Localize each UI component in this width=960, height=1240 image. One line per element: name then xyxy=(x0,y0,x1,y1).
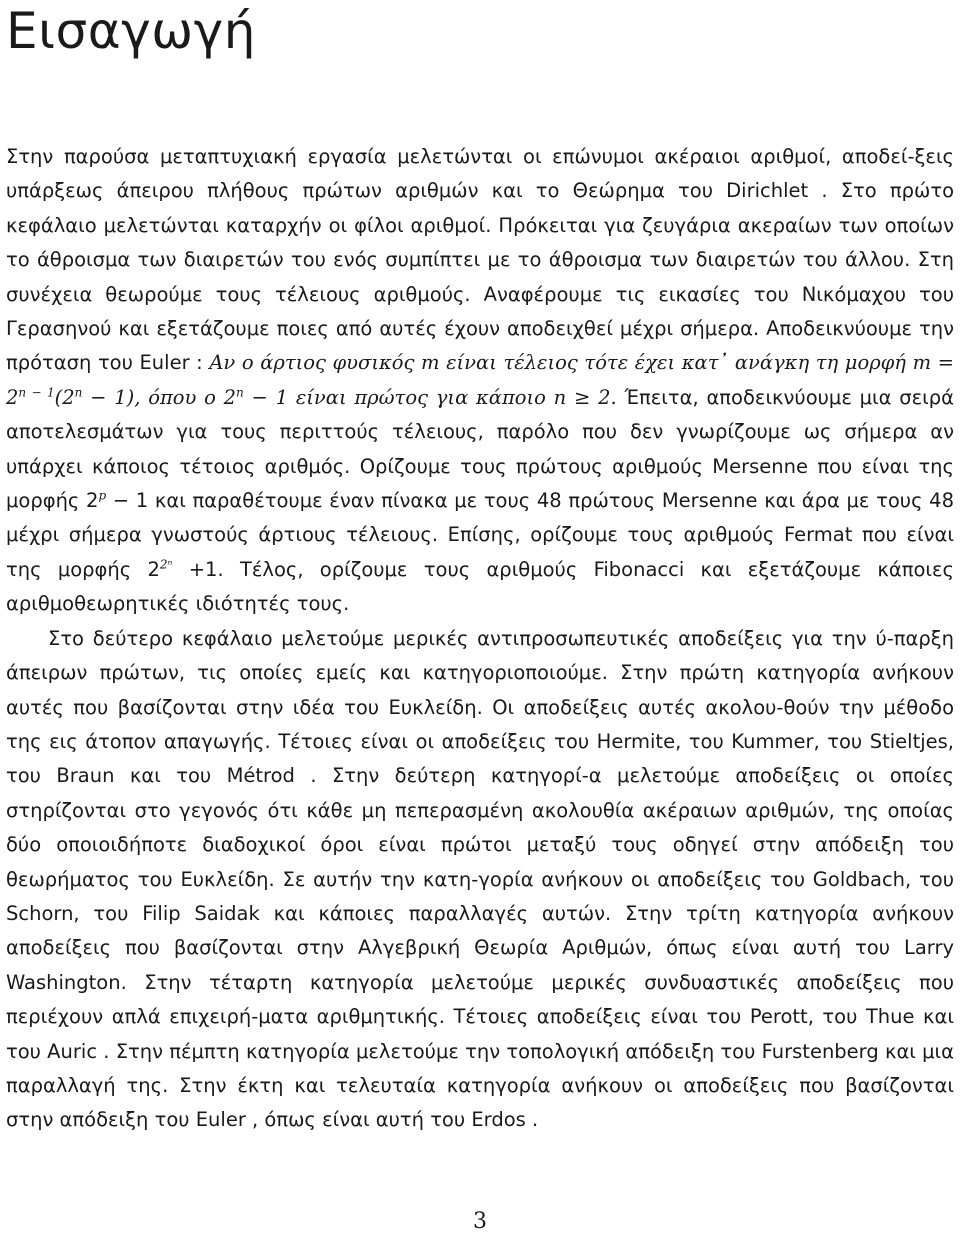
euler-statement-part: − 1 είναι πρώτος για κάποιο n ≥ 2. xyxy=(243,385,617,409)
mersenne-exponent-value: p xyxy=(98,488,107,503)
euler-exponent-2: n xyxy=(74,385,83,400)
euler-exponent-1: n − 1 xyxy=(18,385,55,400)
fermat-exponent-value: 2ⁿ xyxy=(159,557,173,572)
body-text xyxy=(6,140,954,1138)
page-number: 3 xyxy=(473,1209,487,1234)
euler-statement-part: Αν ο άρτιος φυσικός m είναι τέλειος τότε έχει κατ᾽ ανάγκη τη μορφή m = 2 xyxy=(6,351,954,409)
paragraph-2: Στο δεύτερο κεφάλαιο μελετούμε μερικές αντιπροσωπευτικές αποδείξεις για την ύ-παρξη άπειρων πρώτων, τις οποίες εμείς και κατηγοριοποιούμε. Στην πρώτη κατηγορία ανήκουν αυτές που βασίζονται στην ιδέα του Ευκλείδη. Οι αποδείξεις αυτές ακολου-θούν την μέθοδο της εις άτοπον απαγωγής. Τέτοιες είναι οι αποδείξεις του Hermite, του Kummer, του Stieltjes, του Braun και του Métrod . Στην δεύτερη κατηγορί-α μελετούμε αποδείξεις οι οποίες στηρίζονται στο γεγονός ότι κάθε μη πεπερασμένη ακολουθία ακέραιων αριθμών, της οποίας δύο οποιοιδήποτε διαδοχικοί όροι είναι πρώτοι μεταξύ τους οδηγεί στην απόδειξη του θεωρήματος του Ευκλείδη. Σε αυτήν την κατη-γορία ανήκουν οι αποδείξεις του Goldbach, του Schorn, του Filip Saidak και κάποιες παραλλαγές αυτών. Στην τρίτη κατηγορία ανήκουν αποδείξεις που βασίζονται στην Αλγεβρική Θεωρία Αριθμών, όπως είναι αυτή του Larry Washington. Στην τέταρτη κατηγορία μελετούμε μερικές συνδυαστικές αποδείξεις που περιέχουν απλά επιχειρή-ματα αριθμητικής. Τέτοιες αποδείξεις είναι του Perott, του Thue και του Auric . Στην πέμπτη κατηγορία μελετούμε την τοπολογική απόδειξη του Furstenberg και μια παραλλαγή της. Στην έκτη και τελευταία κατηγορία ανήκουν οι αποδείξεις που βασίζονται στην απόδειξη του Euler , όπως είναι αυτή του Erdos . xyxy=(6,626,954,1132)
euler-exponent-3: n xyxy=(236,385,244,400)
euler-statement-part: − 1), όπου ο 2 xyxy=(82,385,237,409)
paragraph-1-text-a: Στην παρούσα μεταπτυχιακή εργασία μελετώνται οι επώνυμοι ακέραιοι αριθμοί, αποδεί-ξεις υπάρξεως άπειρου πλήθους πρώτων αριθμών και το Θεώρημα του Dirichlet . Στο πρώτο κεφάλαιο μελετώνται καταρχήν οι φίλοι αριθμοί. Πρόκειται για ζευγάρια ακεραίων των οποίων το άθροισμα των διαιρετών του ενός συμπίπτει με το άθροισμα των διαιρετών του άλλου. Στη συνέχεια θεωρούμε τους τέλειους αριθμούς. Αναφέρουμε τις εικασίες του Νικόμαχου του Γερασηνού και εξετάζουμε ποιες από αυτές έχουν αποδειχθεί μέχρι σήμερα. Αποδεικνύουμε την πρόταση του Euler : xyxy=(6,145,954,375)
fermat-exponent xyxy=(160,558,173,581)
paragraph-1-text-b: Έπειτα, αποδεικνύουμε μια σειρά αποτελεσμάτων για τους περιττούς τέλειους, παρόλο που δεν γνωρίζουμε ως σήμερα αν υπάρχει κάποιος τέτοιος αριθμός. Ορίζουμε τους πρώτους αριθμούς Mersenne που είναι της μορφής 2 xyxy=(6,385,954,513)
euler-statement-part: (2 xyxy=(54,385,75,409)
paragraph-1 xyxy=(6,140,954,622)
mersenne-exponent xyxy=(98,489,106,512)
chapter-title: Εισαγωγή xyxy=(6,2,256,60)
paragraph-1-text-c: − 1 και παραθέτουμε έναν πίνακα με τους 48 πρώτους Mersenne και άρα με τους 48 μέχρι σήμερα γνωστούς άρτιους τέλειους. Επίσης, ορίζουμε τους αριθμούς Fermat που είναι της μορφής 2 xyxy=(6,489,954,581)
paragraph-1-text-d: +1. Τέλος, ορίζουμε τους αριθμούς Fibonacci και εξετάζουμε κάποιες αριθμοθεωρητικές ιδιότητές τους. xyxy=(6,557,954,616)
